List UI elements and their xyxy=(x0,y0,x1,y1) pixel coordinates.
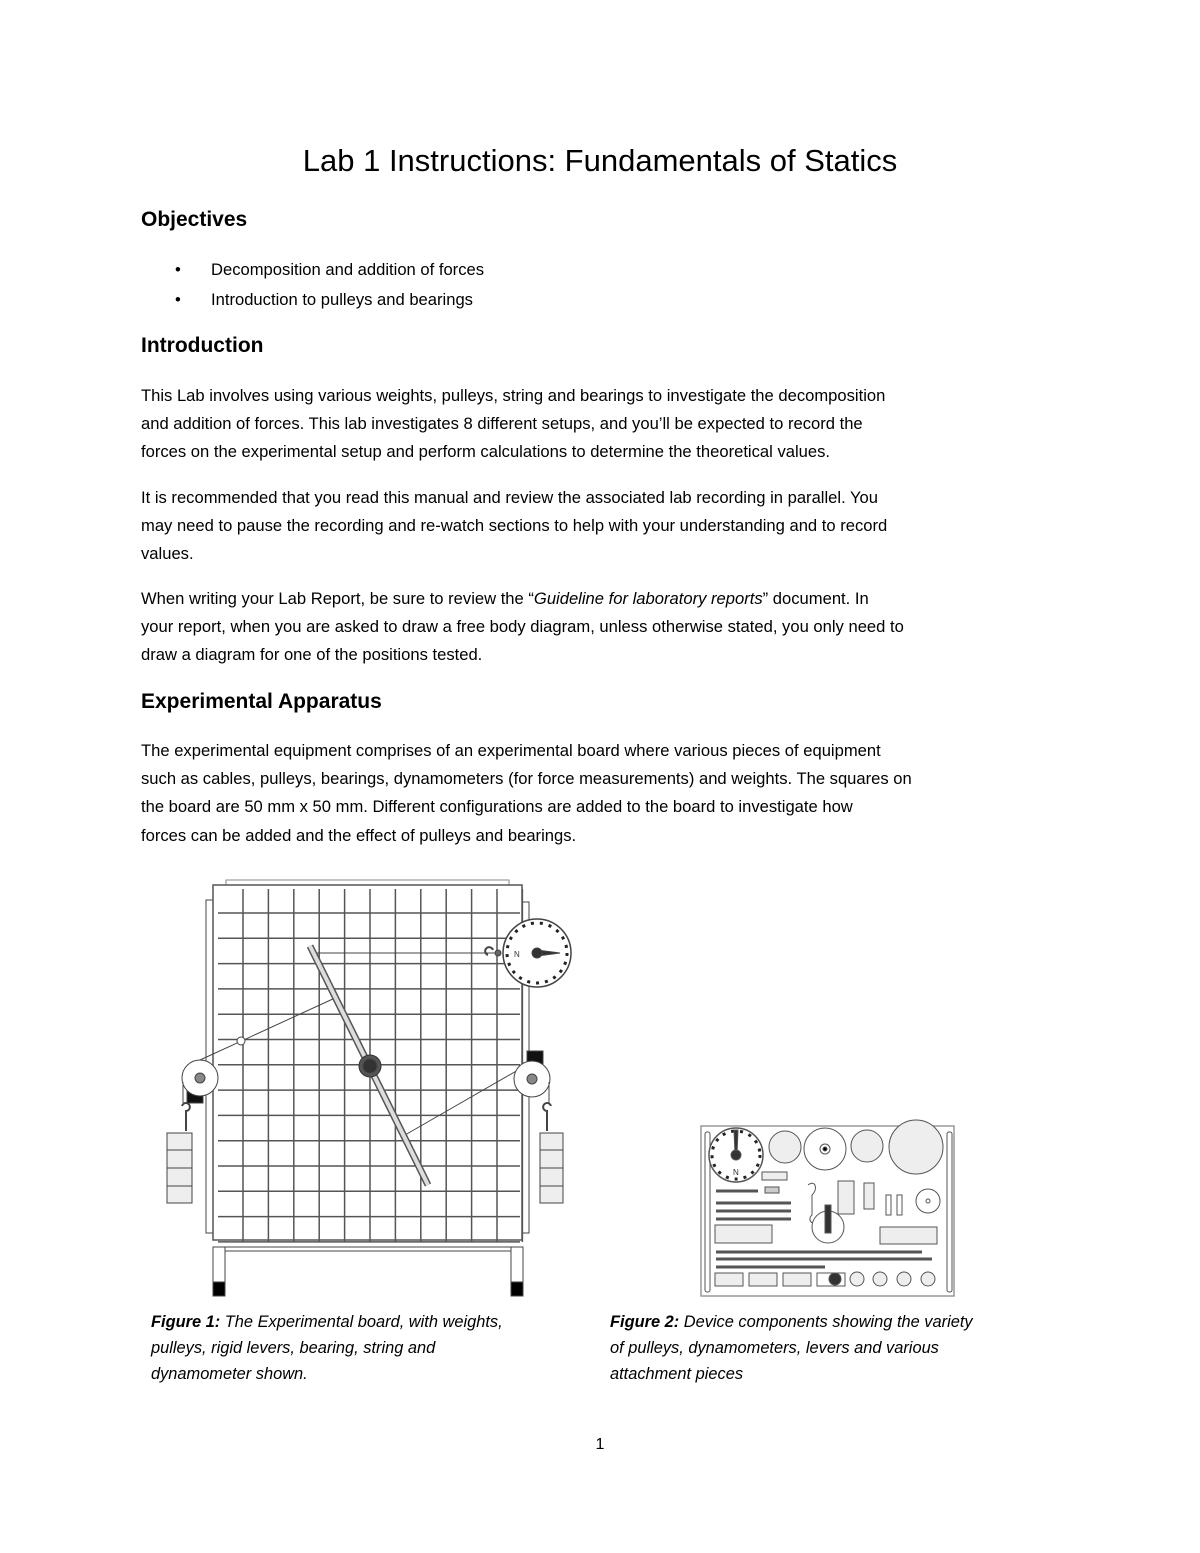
intro-p3-line: draw a diagram for one of the positions tested. xyxy=(141,645,483,664)
intro-p2-line: values. xyxy=(141,544,194,563)
intro-p1-line: This Lab involves using various weights, pulleys, string and bearings to investigate the decomposition xyxy=(141,386,886,405)
dial-letter: N xyxy=(733,1168,739,1177)
apparatus-line: the board are 50 mm x 50 mm. Different configurations are added to the board to investigate how xyxy=(141,797,853,816)
objective-item: Decomposition and addition of forces xyxy=(211,260,485,279)
text: The Experimental board, with weights, xyxy=(220,1313,503,1331)
apparatus-line: forces can be added and the effect of pulleys and bearings. xyxy=(141,826,577,845)
intro-p1-line: forces on the experimental setup and perform calculations to determine the theoretical values. xyxy=(141,442,831,461)
introduction-heading: Introduction xyxy=(141,334,264,357)
page-title: Lab 1 Instructions: Fundamentals of Statics xyxy=(302,143,898,178)
figure-2-label: Figure 2: xyxy=(610,1313,680,1331)
bullet-icon: • xyxy=(175,290,181,309)
figure-2-components-illustration xyxy=(701,1120,954,1296)
page-number: 1 xyxy=(595,1436,605,1453)
text: ” document. In xyxy=(762,589,869,608)
text: Device components showing the variety xyxy=(679,1313,973,1331)
intro-p3-line: your report, when you are asked to draw a free body diagram, unless otherwise stated, you only need to xyxy=(141,617,904,636)
figure-2-caption-line: attachment pieces xyxy=(610,1365,744,1383)
text: When writing your Lab Report, be sure to review the “ xyxy=(141,589,534,608)
figure-1-board-illustration xyxy=(167,880,571,1296)
bullet-icon: • xyxy=(175,260,181,279)
intro-p2-line: may need to pause the recording and re-watch sections to help with your understanding and to record xyxy=(141,516,888,535)
objective-item: Introduction to pulleys and bearings xyxy=(211,290,473,309)
intro-p2-line: It is recommended that you read this manual and review the associated lab recording in parallel. You xyxy=(141,488,879,507)
guideline-reference: Guideline for laboratory reports xyxy=(533,589,763,608)
objectives-heading: Objectives xyxy=(141,208,248,231)
figure-1-caption-line: dynamometer shown. xyxy=(151,1365,308,1383)
figure-1-caption-line: pulleys, rigid levers, bearing, string and xyxy=(151,1339,436,1357)
figure-1-label: Figure 1: xyxy=(151,1313,221,1331)
apparatus-line: The experimental equipment comprises of an experimental board where various pieces of equipment xyxy=(141,741,881,760)
apparatus-line: such as cables, pulleys, bearings, dynamometers (for force measurements) and weights. The squares on xyxy=(141,769,912,788)
intro-p1-line: and addition of forces. This lab investigates 8 different setups, and you’ll be expected to record the xyxy=(141,414,863,433)
apparatus-heading: Experimental Apparatus xyxy=(141,690,382,713)
figure-2-caption-line xyxy=(610,1313,973,1332)
figure-1-caption-line xyxy=(151,1313,503,1332)
dial-letter: N xyxy=(514,950,520,959)
figure-2-caption-line: of pulleys, dynamometers, levers and various xyxy=(610,1339,939,1357)
